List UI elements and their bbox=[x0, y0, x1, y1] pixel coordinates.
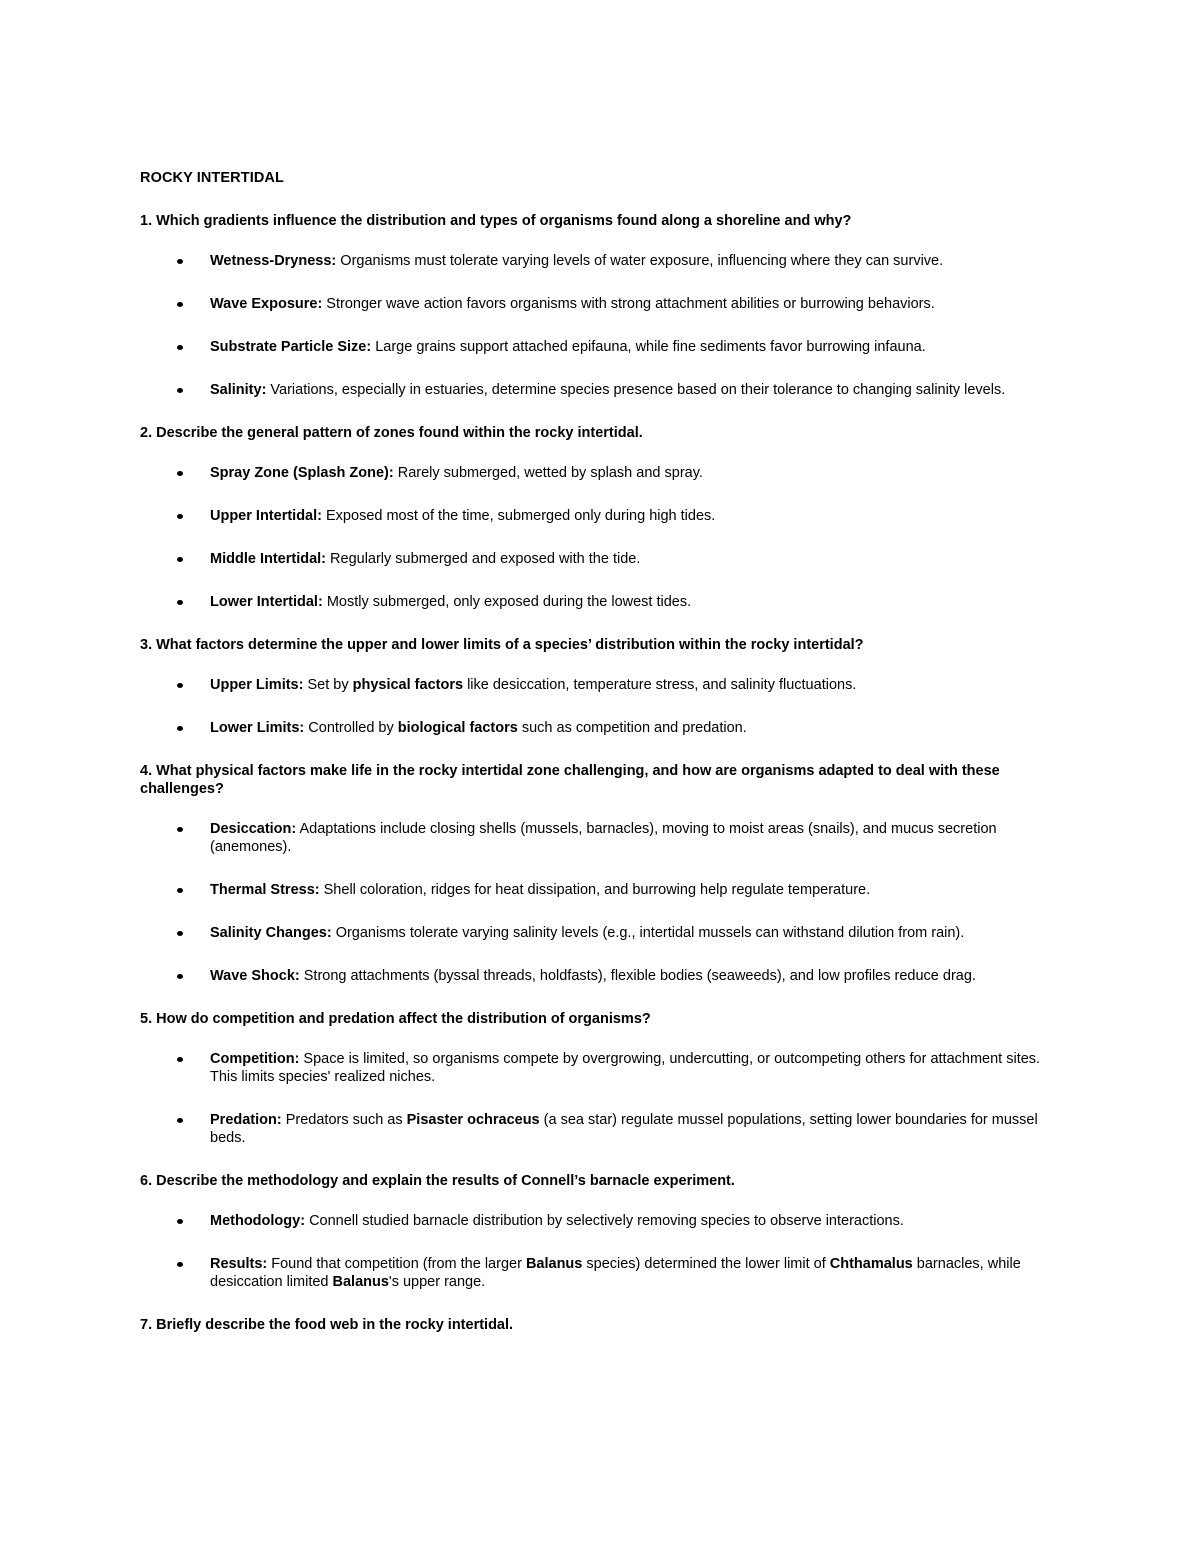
item-term: Desiccation: bbox=[210, 821, 297, 837]
item-text: Set by bbox=[303, 677, 353, 693]
list-item bbox=[140, 676, 1060, 694]
list-item bbox=[140, 924, 1060, 942]
item-text: Space is limited, so organisms compete by overgrowing, undercutting, or outcompeting others for attachment sites. This limits species' realized niches. bbox=[210, 1051, 1041, 1085]
bullet-icon bbox=[177, 1118, 183, 1123]
question-heading: 7. Briefly describe the food web in the rocky intertidal. bbox=[140, 1317, 514, 1333]
item-term: Predation: bbox=[210, 1112, 282, 1128]
bullet-icon bbox=[177, 1057, 183, 1062]
answer-list bbox=[140, 820, 1060, 985]
question-section-1 bbox=[140, 212, 1060, 399]
item-term: Wave Shock: bbox=[210, 968, 300, 984]
question-heading: 1. Which gradients influence the distribution and types of organisms found along a shoreline and why? bbox=[140, 213, 852, 229]
item-term: Middle Intertidal: bbox=[210, 551, 326, 567]
item-text: Strong attachments (byssal threads, holdfasts), flexible bodies (seaweeds), and low profiles reduce drag. bbox=[299, 968, 976, 984]
item-text: like desiccation, temperature stress, and salinity fluctuations. bbox=[463, 677, 857, 693]
bullet-icon bbox=[177, 726, 183, 731]
question-heading: 4. What physical factors make life in the rocky intertidal zone challenging, and how are organisms adapted to deal with these challenges? bbox=[140, 763, 1000, 797]
item-term: Wetness-Dryness: bbox=[210, 253, 337, 269]
item-emphasis: Balanus bbox=[332, 1274, 389, 1290]
answer-list bbox=[140, 1050, 1060, 1147]
item-emphasis: Pisaster ochraceus bbox=[406, 1112, 540, 1128]
list-item bbox=[140, 338, 1060, 356]
bullet-icon bbox=[177, 931, 183, 936]
item-emphasis: Chthamalus bbox=[829, 1256, 913, 1272]
item-text: Organisms must tolerate varying levels of water exposure, influencing where they can survive. bbox=[336, 253, 944, 269]
question-section-5 bbox=[140, 1010, 1060, 1147]
bullet-icon bbox=[177, 974, 183, 979]
item-term: Lower Limits: bbox=[210, 720, 305, 736]
list-item bbox=[140, 820, 1060, 856]
item-term: Wave Exposure: bbox=[210, 296, 323, 312]
bullet-icon bbox=[177, 345, 183, 350]
list-item bbox=[140, 719, 1060, 737]
item-term: Thermal Stress: bbox=[210, 882, 320, 898]
item-term: Competition: bbox=[210, 1051, 300, 1067]
answer-list bbox=[140, 1212, 1060, 1291]
question-heading: 6. Describe the methodology and explain the results of Connell’s barnacle experiment. bbox=[140, 1173, 735, 1189]
bullet-icon bbox=[177, 471, 183, 476]
answer-list bbox=[140, 464, 1060, 611]
bullet-icon bbox=[177, 388, 183, 393]
question-section-3 bbox=[140, 636, 1060, 737]
page-title: ROCKY INTERTIDAL bbox=[140, 170, 284, 186]
bullet-icon bbox=[177, 600, 183, 605]
item-text: Adaptations include closing shells (mussels, barnacles), moving to moist areas (snails), and mucus secretion (anemones). bbox=[210, 821, 997, 855]
bullet-icon bbox=[177, 259, 183, 264]
item-text: Controlled by bbox=[304, 720, 398, 736]
item-emphasis: physical factors bbox=[352, 677, 464, 693]
item-emphasis: Balanus bbox=[525, 1256, 583, 1272]
question-heading: 5. How do competition and predation affect the distribution of organisms? bbox=[140, 1011, 651, 1027]
list-item bbox=[140, 295, 1060, 313]
item-term: Salinity Changes: bbox=[210, 925, 332, 941]
bullet-icon bbox=[177, 683, 183, 688]
list-item bbox=[140, 550, 1060, 568]
list-item bbox=[140, 1111, 1060, 1147]
item-text: such as competition and predation. bbox=[517, 720, 747, 736]
list-item bbox=[140, 1212, 1060, 1230]
item-term: Upper Limits: bbox=[210, 677, 304, 693]
item-term: Results: bbox=[210, 1256, 268, 1272]
item-text: barnacles, while desiccation limited bbox=[210, 1256, 1021, 1290]
question-section-2 bbox=[140, 424, 1060, 611]
answer-list bbox=[140, 676, 1060, 737]
question-section-4 bbox=[140, 762, 1060, 985]
item-text: Mostly submerged, only exposed during the lowest tides. bbox=[322, 594, 692, 610]
bullet-icon bbox=[177, 557, 183, 562]
list-item bbox=[140, 967, 1060, 985]
list-item bbox=[140, 593, 1060, 611]
item-term: Methodology: bbox=[210, 1213, 306, 1229]
item-text: Predators such as bbox=[281, 1112, 407, 1128]
list-item bbox=[140, 1255, 1060, 1291]
question-section-7 bbox=[140, 1316, 1060, 1334]
item-emphasis: biological factors bbox=[397, 720, 518, 736]
item-text: Found that competition (from the larger bbox=[267, 1256, 526, 1272]
item-text: Variations, especially in estuaries, determine species presence based on their tolerance to changing salinity levels. bbox=[266, 382, 1006, 398]
item-term: Substrate Particle Size: bbox=[210, 339, 372, 355]
document-page bbox=[140, 168, 1060, 1356]
item-text: species) determined the lower limit of bbox=[582, 1256, 830, 1272]
answer-list bbox=[140, 252, 1060, 399]
item-text: 's upper range. bbox=[388, 1274, 486, 1290]
bullet-icon bbox=[177, 827, 183, 832]
item-term: Upper Intertidal: bbox=[210, 508, 322, 524]
item-text: Shell coloration, ridges for heat dissipation, and burrowing help regulate temperature. bbox=[319, 882, 871, 898]
item-text: Large grains support attached epifauna, while fine sediments favor burrowing infauna. bbox=[371, 339, 926, 355]
bullet-icon bbox=[177, 1219, 183, 1224]
item-text: Exposed most of the time, submerged only during high tides. bbox=[321, 508, 716, 524]
list-item bbox=[140, 252, 1060, 270]
item-term: Spray Zone (Splash Zone): bbox=[210, 465, 394, 481]
bullet-icon bbox=[177, 514, 183, 519]
question-heading: 2. Describe the general pattern of zones found within the rocky intertidal. bbox=[140, 425, 643, 441]
item-term: Lower Intertidal: bbox=[210, 594, 323, 610]
bullet-icon bbox=[177, 1262, 183, 1267]
bullet-icon bbox=[177, 888, 183, 893]
item-term: Salinity: bbox=[210, 382, 267, 398]
list-item bbox=[140, 381, 1060, 399]
item-text: Organisms tolerate varying salinity levels (e.g., intertidal mussels can withstand dilution from rain). bbox=[331, 925, 965, 941]
list-item bbox=[140, 1050, 1060, 1086]
question-heading: 3. What factors determine the upper and lower limits of a species’ distribution within the rocky intertidal? bbox=[140, 637, 864, 653]
item-text: Regularly submerged and exposed with the tide. bbox=[326, 551, 641, 567]
list-item bbox=[140, 881, 1060, 899]
list-item bbox=[140, 507, 1060, 525]
item-text: Connell studied barnacle distribution by selectively removing species to observe interactions. bbox=[305, 1213, 904, 1229]
item-text: Rarely submerged, wetted by splash and spray. bbox=[393, 465, 703, 481]
list-item bbox=[140, 464, 1060, 482]
item-text: Stronger wave action favors organisms with strong attachment abilities or burrowing behaviors. bbox=[322, 296, 935, 312]
bullet-icon bbox=[177, 302, 183, 307]
item-text: (a sea star) regulate mussel populations, setting lower boundaries for mussel beds. bbox=[210, 1112, 1038, 1146]
question-section-6 bbox=[140, 1172, 1060, 1291]
